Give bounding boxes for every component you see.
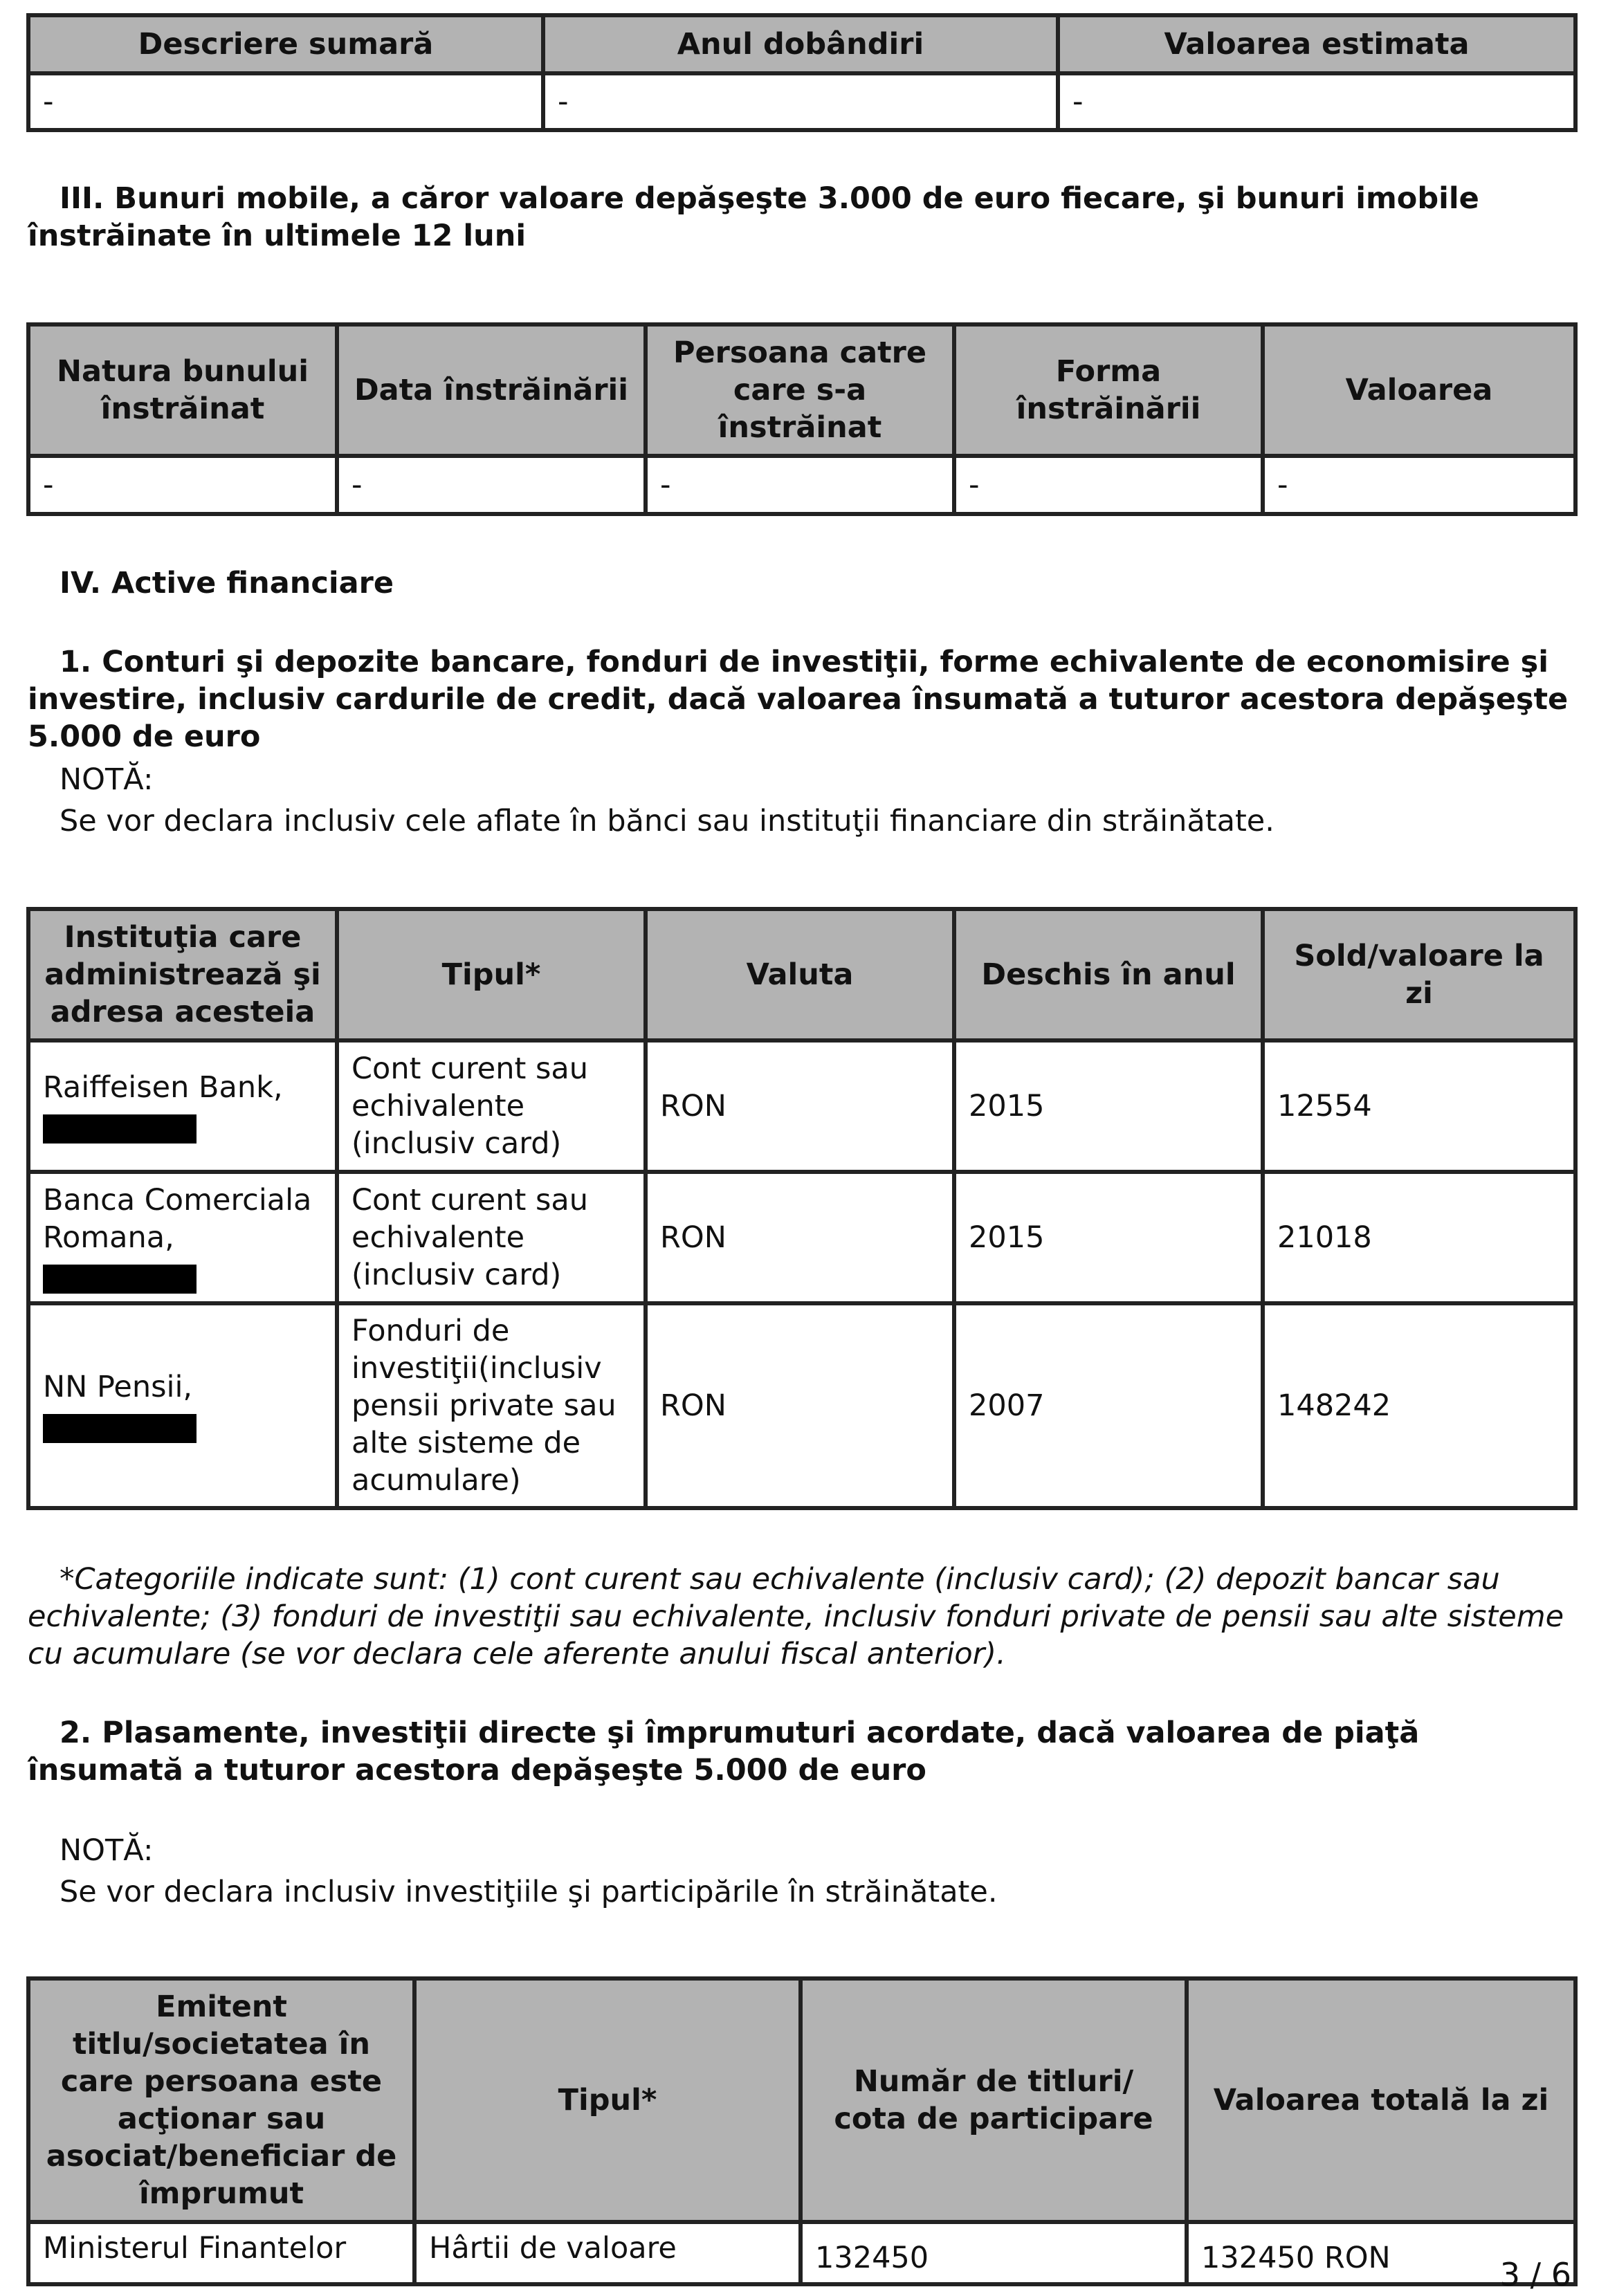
investments-table [26,1976,1578,2286]
note-label: NOTĂ: [60,1833,154,1868]
table-row [28,1172,1575,1303]
table-cell: - [954,456,1263,514]
section-4-heading: IV. Active financiare [60,566,394,600]
table-header: Valuta [646,909,954,1040]
table-header: Sold/valoare la zi [1263,909,1575,1040]
currency-cell: RON [646,1303,954,1508]
redacted-address [43,1414,197,1443]
table-cell: - [1058,73,1575,130]
section-4-1-heading: 1. Conturi şi depozite bancare, fonduri de investiţii, forme echivalente de economisire şi investire, inclusiv cardurile de credit, dacă valoarea însumată a tuturor acestora depăşeşte 5.000 de euro [28,645,1569,754]
balance-cell: 12554 [1263,1040,1575,1172]
type-cell: Cont curent sau echivalente (inclusiv card) [337,1172,646,1303]
table-row [28,1040,1575,1172]
table-header: Deschis în anul [954,909,1263,1040]
bank-accounts-table [26,907,1578,1510]
table-header: Anul dobândiri [543,15,1058,73]
table-header: Valoarea estimata [1058,15,1575,73]
note-text: Se vor declara inclusiv investiţiile şi participările în străinătate. [60,1875,998,1909]
currency-cell: RON [646,1172,954,1303]
section-4-2-heading: 2. Plasamente, investiţii directe şi împrumuturi acordate, dacă valoarea de piaţă însumată a tuturor acestora depăşeşte 5.000 de euro [28,1716,1420,1788]
alienated-assets-table [26,322,1578,516]
balance-cell: 148242 [1263,1303,1575,1508]
page-number: 3 / 6 [1499,2256,1571,2293]
note-text: Se vor declara inclusiv cele aflate în bănci sau instituţii financiare din străinătate. [60,804,1274,838]
count-cell: 132450 [801,2222,1187,2284]
table-header: Valoarea totală la zi [1187,1978,1575,2222]
currency-cell: RON [646,1040,954,1172]
table-header: Data înstrăinării [337,324,646,456]
institution-name: NN Pensii, [43,1370,193,1404]
value-cell: 132450 RON [1187,2222,1575,2284]
institution-name: Banca Comerciala Romana, [43,1183,312,1255]
note-label: NOTĂ: [60,762,154,797]
table-cell: - [337,456,646,514]
table-row [28,1303,1575,1508]
type-cell: Cont curent sau echivalente (inclusiv card) [337,1040,646,1172]
institution-cell [28,1040,337,1172]
institution-name: Raiffeisen Bank, [43,1070,283,1105]
year-cell: 2015 [954,1172,1263,1303]
table-header: Descriere sumară [28,15,543,73]
table-header: Natura bunului înstrăinat [28,324,337,456]
assets-estimate-table [26,13,1578,132]
redacted-address [43,1114,197,1144]
table-header: Tipul* [414,1978,801,2222]
redacted-address [43,1265,197,1294]
type-cell: Fonduri de investiţii(inclusiv pensii private sau alte sisteme de acumulare) [337,1303,646,1508]
table-cell: - [646,456,954,514]
table-header: Forma înstrăinării [954,324,1263,456]
type-cell: Hârtii de valoare [414,2222,801,2284]
balance-cell: 21018 [1263,1172,1575,1303]
institution-cell [28,1303,337,1508]
section-3-heading: III. Bunuri mobile, a căror valoare depăşeşte 3.000 de euro fiecare, şi bunuri imobile înstrăinate în ultimele 12 luni [28,181,1479,253]
table-cell: - [28,456,337,514]
table-cell: - [543,73,1058,130]
table-header: Valoarea [1263,324,1575,456]
table-row [28,2222,1575,2284]
year-cell: 2007 [954,1303,1263,1508]
table-cell: - [28,73,543,130]
issuer-cell: Ministerul Finantelor [28,2222,414,2284]
institution-cell [28,1172,337,1303]
footnote: *Categoriile indicate sunt: (1) cont curent sau echivalente (inclusiv card); (2) depozit bancar sau echivalente; (3) fonduri de investiţii sau echivalente, inclusiv fonduri private de pensii sau alte sisteme cu acumulare (se vor declara cele aferente anului fiscal anterior). [28,1562,1564,1671]
table-header: Persoana catre care s-a înstrăinat [646,324,954,456]
table-header: Emitent titlu/societatea în care persoana este acţionar sau asociat/beneficiar de împrumut [28,1978,414,2222]
table-header: Instituţia care administrează şi adresa acesteia [28,909,337,1040]
table-header: Tipul* [337,909,646,1040]
year-cell: 2015 [954,1040,1263,1172]
table-header: Număr de titluri/ cota de participare [801,1978,1187,2222]
table-cell: - [1263,456,1575,514]
